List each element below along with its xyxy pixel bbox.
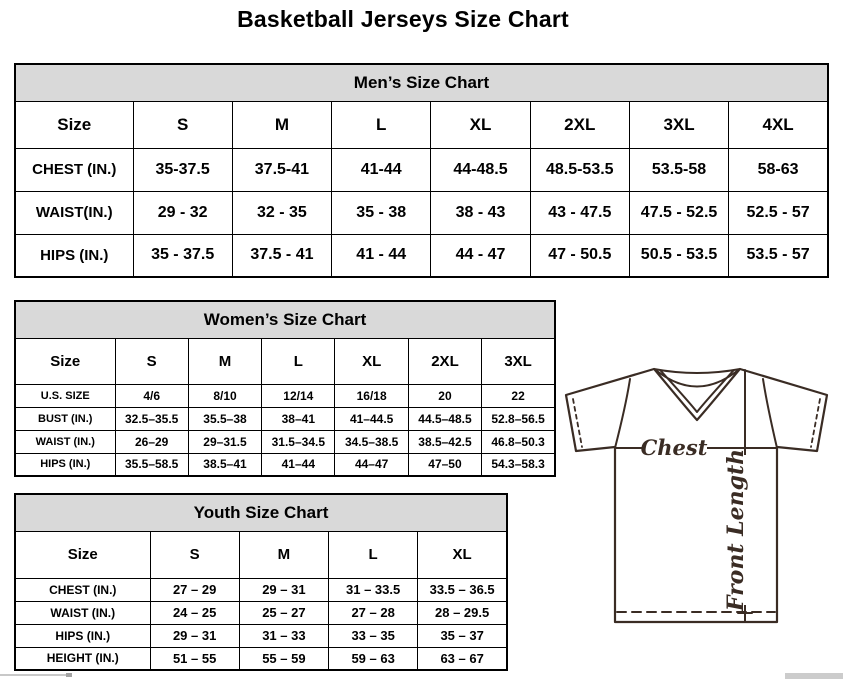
womens-bust-value: 52.8–56.5 (482, 407, 555, 430)
mens-size-s: S (133, 101, 232, 148)
womens-waist-label: WAIST (IN.) (15, 430, 115, 453)
mens-waist-value: 38 - 43 (431, 191, 530, 234)
womens-size-2xl: 2XL (408, 338, 481, 384)
mens-size-chart-table (14, 63, 829, 278)
youth-height-value: 59 – 63 (329, 647, 418, 670)
womens-ussize-value: 4/6 (115, 384, 188, 407)
youth-waist-value: 27 – 28 (329, 601, 418, 624)
mens-chest-value: 41-44 (332, 148, 431, 191)
mens-chest-value: 48.5-53.5 (530, 148, 629, 191)
womens-ussize-value: 22 (482, 384, 555, 407)
table-row (15, 430, 555, 453)
table-row (15, 234, 828, 277)
horizontal-scrollbar-fragment-left[interactable] (0, 674, 72, 676)
mens-hips-value: 37.5 - 41 (232, 234, 331, 277)
table-row (15, 453, 555, 476)
mens-size-header: Size (15, 101, 133, 148)
mens-chest-value: 35-37.5 (133, 148, 232, 191)
womens-size-3xl: 3XL (482, 338, 555, 384)
jersey-diagram (552, 356, 843, 659)
page-title: Basketball Jerseys Size Chart (237, 6, 569, 32)
womens-hips-value: 35.5–58.5 (115, 453, 188, 476)
mens-chest-value: 44-48.5 (431, 148, 530, 191)
mens-waist-value: 52.5 - 57 (729, 191, 828, 234)
youth-waist-value: 25 – 27 (239, 601, 328, 624)
horizontal-scrollbar-thumb-tip[interactable] (66, 673, 72, 677)
womens-bust-value: 38–41 (262, 407, 335, 430)
womens-hips-value: 54.3–58.3 (482, 453, 555, 476)
womens-bust-label: BUST (IN.) (15, 407, 115, 430)
mens-chest-value: 37.5-41 (232, 148, 331, 191)
womens-ussize-value: 20 (408, 384, 481, 407)
mens-size-xl: XL (431, 101, 530, 148)
womens-hips-value: 44–47 (335, 453, 408, 476)
youth-hips-value: 29 – 31 (150, 624, 239, 647)
mens-waist-value: 43 - 47.5 (530, 191, 629, 234)
youth-size-s: S (150, 531, 239, 578)
womens-hips-label: HIPS (IN.) (15, 453, 115, 476)
mens-chest-value: 58-63 (729, 148, 828, 191)
mens-hips-label: HIPS (IN.) (15, 234, 133, 277)
jersey-outline (566, 369, 827, 622)
mens-hips-value: 41 - 44 (332, 234, 431, 277)
table-row (15, 647, 507, 670)
womens-size-xl: XL (335, 338, 408, 384)
womens-waist-value: 29–31.5 (188, 430, 261, 453)
womens-ussize-label: U.S. SIZE (15, 384, 115, 407)
horizontal-scrollbar-fragment-right[interactable] (785, 673, 843, 679)
table-row (15, 191, 828, 234)
youth-chest-value: 29 – 31 (239, 578, 328, 601)
youth-chest-value: 27 – 29 (150, 578, 239, 601)
youth-waist-value: 24 – 25 (150, 601, 239, 624)
chest-label: Chest (640, 435, 708, 460)
front-length-label: Front Length (723, 448, 749, 612)
womens-ussize-value: 12/14 (262, 384, 335, 407)
womens-size-s: S (115, 338, 188, 384)
womens-hips-value: 47–50 (408, 453, 481, 476)
table-row (15, 601, 507, 624)
womens-hips-value: 41–44 (262, 453, 335, 476)
youth-chart-title: Youth Size Chart (15, 494, 507, 531)
youth-size-m: M (239, 531, 328, 578)
mens-size-m: M (232, 101, 331, 148)
womens-bust-value: 35.5–38 (188, 407, 261, 430)
womens-bust-value: 41–44.5 (335, 407, 408, 430)
womens-waist-value: 38.5–42.5 (408, 430, 481, 453)
mens-chart-title: Men’s Size Chart (15, 64, 828, 101)
youth-height-value: 51 – 55 (150, 647, 239, 670)
womens-waist-value: 34.5–38.5 (335, 430, 408, 453)
mens-hips-value: 35 - 37.5 (133, 234, 232, 277)
womens-waist-value: 46.8–50.3 (482, 430, 555, 453)
mens-hips-value: 44 - 47 (431, 234, 530, 277)
womens-ussize-value: 8/10 (188, 384, 261, 407)
mens-size-3xl: 3XL (629, 101, 728, 148)
youth-hips-value: 33 – 35 (329, 624, 418, 647)
mens-waist-value: 32 - 35 (232, 191, 331, 234)
mens-size-4xl: 4XL (729, 101, 828, 148)
youth-size-header: Size (15, 531, 150, 578)
womens-ussize-value: 16/18 (335, 384, 408, 407)
youth-hips-value: 31 – 33 (239, 624, 328, 647)
youth-chest-value: 31 – 33.5 (329, 578, 418, 601)
table-row (15, 578, 507, 601)
youth-height-value: 55 – 59 (239, 647, 328, 670)
table-row (15, 148, 828, 191)
youth-size-l: L (329, 531, 418, 578)
womens-size-m: M (188, 338, 261, 384)
womens-size-header: Size (15, 338, 115, 384)
youth-waist-value: 28 – 29.5 (418, 601, 507, 624)
mens-size-2xl: 2XL (530, 101, 629, 148)
mens-chest-label: CHEST (IN.) (15, 148, 133, 191)
mens-size-l: L (332, 101, 431, 148)
youth-waist-label: WAIST (IN.) (15, 601, 150, 624)
table-row (15, 407, 555, 430)
mens-waist-value: 47.5 - 52.5 (629, 191, 728, 234)
mens-chest-value: 53.5-58 (629, 148, 728, 191)
womens-bust-value: 32.5–35.5 (115, 407, 188, 430)
youth-chest-label: CHEST (IN.) (15, 578, 150, 601)
youth-hips-value: 35 – 37 (418, 624, 507, 647)
youth-height-label: HEIGHT (IN.) (15, 647, 150, 670)
mens-hips-value: 50.5 - 53.5 (629, 234, 728, 277)
womens-hips-value: 38.5–41 (188, 453, 261, 476)
youth-size-chart-table (14, 493, 508, 671)
table-row (15, 384, 555, 407)
womens-waist-value: 26–29 (115, 430, 188, 453)
mens-hips-value: 53.5 - 57 (729, 234, 828, 277)
mens-waist-value: 35 - 38 (332, 191, 431, 234)
youth-size-xl: XL (418, 531, 507, 578)
womens-bust-value: 44.5–48.5 (408, 407, 481, 430)
mens-waist-label: WAIST(IN.) (15, 191, 133, 234)
youth-height-value: 63 – 67 (418, 647, 507, 670)
youth-hips-label: HIPS (IN.) (15, 624, 150, 647)
mens-waist-value: 29 - 32 (133, 191, 232, 234)
mens-hips-value: 47 - 50.5 (530, 234, 629, 277)
womens-waist-value: 31.5–34.5 (262, 430, 335, 453)
youth-chest-value: 33.5 – 36.5 (418, 578, 507, 601)
womens-size-l: L (262, 338, 335, 384)
table-row (15, 624, 507, 647)
womens-chart-title: Women’s Size Chart (15, 301, 555, 338)
womens-size-chart-table (14, 300, 556, 477)
